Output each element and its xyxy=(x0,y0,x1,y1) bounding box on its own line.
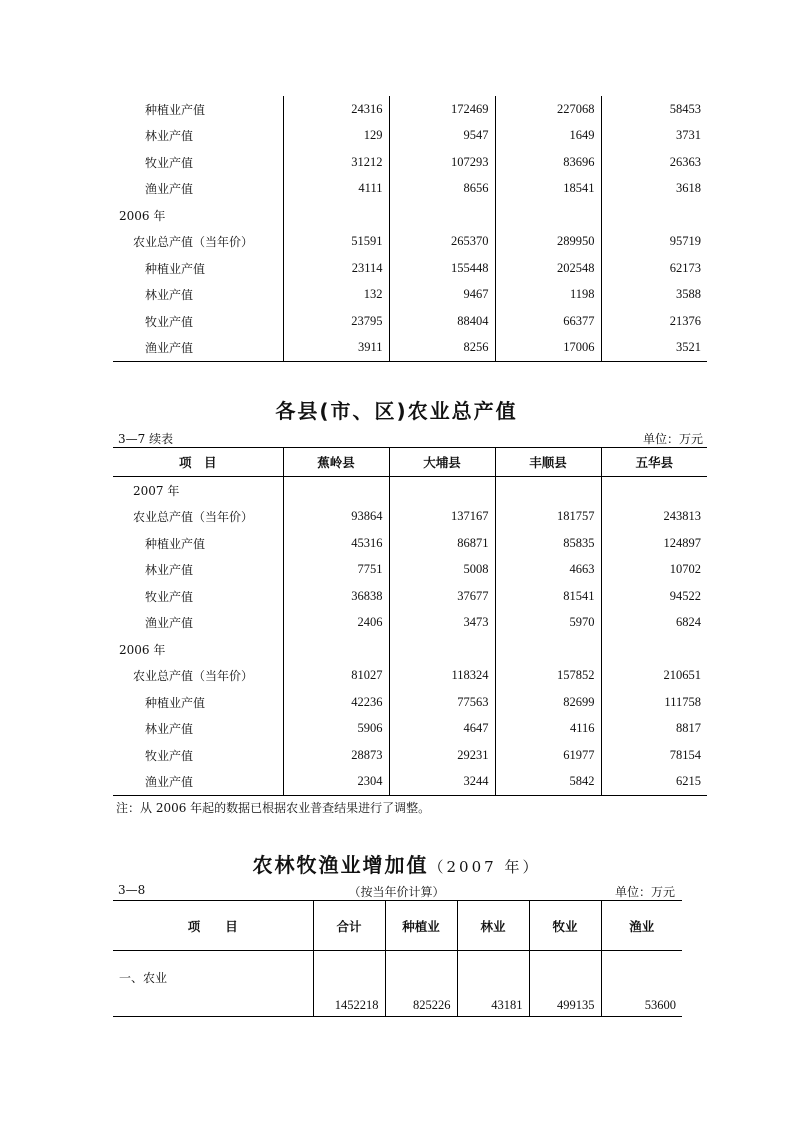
row-label: 林业产值 xyxy=(145,722,194,737)
cell-value: 42236 xyxy=(283,689,389,716)
cell-value: 3731 xyxy=(601,123,707,150)
row-label: 种植业产值 xyxy=(145,536,206,551)
row-label: 牧业产值 xyxy=(145,314,194,329)
table-row xyxy=(113,335,707,362)
table-3-7-note: 注：从 2006 年起的数据已根据农业普查结果进行了调整。 xyxy=(116,801,431,815)
cell-value: 21376 xyxy=(601,308,707,335)
cell-value: 3521 xyxy=(601,335,707,362)
cell-value: 94522 xyxy=(601,583,707,610)
cell-value: 7751 xyxy=(283,557,389,584)
row-label: 种植业产值 xyxy=(145,695,206,710)
header-item: 项 目 xyxy=(187,918,238,934)
cell-value: 24316 xyxy=(283,96,389,123)
table-row xyxy=(113,742,707,769)
row-label: 2006 年 xyxy=(119,208,166,223)
header-total: 合计 xyxy=(313,901,385,951)
header-livestock: 牧业 xyxy=(529,901,601,951)
table-3-8-header-row xyxy=(113,901,682,951)
table-row xyxy=(113,951,682,1017)
cell-value xyxy=(495,202,601,229)
table-3-7 xyxy=(113,447,707,796)
cell-value xyxy=(283,477,389,504)
cell-value: 825226 xyxy=(385,951,457,1017)
table-3-8-subtitle: （按当年价计算） xyxy=(348,885,445,899)
table-row xyxy=(113,229,707,256)
table-row xyxy=(113,557,707,584)
cell-value: 58453 xyxy=(601,96,707,123)
table-3-7-code: 3—7 续表 xyxy=(118,432,174,446)
table-row xyxy=(113,477,707,504)
cell-value: 202548 xyxy=(495,255,601,282)
cell-value: 9467 xyxy=(389,282,495,309)
header-dabu: 大埔县 xyxy=(389,448,495,477)
cell-value: 111758 xyxy=(601,689,707,716)
cell-value: 61977 xyxy=(495,742,601,769)
cell-value: 132 xyxy=(283,282,389,309)
cell-value: 8817 xyxy=(601,716,707,743)
cell-value: 23795 xyxy=(283,308,389,335)
row-label: 种植业产值 xyxy=(145,261,206,276)
cell-value xyxy=(283,636,389,663)
table-row xyxy=(113,149,707,176)
row-label: 农业总产值（当年价） xyxy=(133,510,254,525)
cell-value: 81027 xyxy=(283,663,389,690)
cell-value: 3618 xyxy=(601,176,707,203)
cell-value: 3473 xyxy=(389,610,495,637)
row-label: 农业总产值（当年价） xyxy=(133,235,254,250)
row-label: 牧业产值 xyxy=(145,748,194,763)
cell-value: 66377 xyxy=(495,308,601,335)
cell-value: 82699 xyxy=(495,689,601,716)
cell-value: 86871 xyxy=(389,530,495,557)
header-jiaoling: 蕉岭县 xyxy=(283,448,389,477)
cell-value: 181757 xyxy=(495,504,601,531)
row-label: 林业产值 xyxy=(145,129,194,144)
table-row xyxy=(113,583,707,610)
cell-value: 10702 xyxy=(601,557,707,584)
cell-value: 4111 xyxy=(283,176,389,203)
cell-value xyxy=(601,202,707,229)
table-3-8-unit: 单位：万元 xyxy=(614,885,675,899)
cell-value: 23114 xyxy=(283,255,389,282)
cell-value xyxy=(495,477,601,504)
cell-value: 5842 xyxy=(495,769,601,796)
cell-value: 36838 xyxy=(283,583,389,610)
cell-value: 77563 xyxy=(389,689,495,716)
header-crop: 种植业 xyxy=(385,901,457,951)
cell-value: 2304 xyxy=(283,769,389,796)
table-3-8-code: 3—8 xyxy=(118,883,146,897)
cell-value: 1649 xyxy=(495,123,601,150)
cell-value: 31212 xyxy=(283,149,389,176)
row-label: 种植业产值 xyxy=(145,102,206,117)
cell-value xyxy=(495,636,601,663)
cell-value: 1452218 xyxy=(313,951,385,1017)
header-fishery: 渔业 xyxy=(601,901,682,951)
cell-value: 243813 xyxy=(601,504,707,531)
table-row xyxy=(113,663,707,690)
cell-value: 227068 xyxy=(495,96,601,123)
cell-value: 289950 xyxy=(495,229,601,256)
row-label: 渔业产值 xyxy=(145,775,194,790)
cell-value: 95719 xyxy=(601,229,707,256)
row-label: 林业产值 xyxy=(145,563,194,578)
cell-value: 8656 xyxy=(389,176,495,203)
table-3-7-header-row xyxy=(113,448,707,477)
cell-value: 137167 xyxy=(389,504,495,531)
row-label: 2006 年 xyxy=(119,642,166,657)
cell-value: 83696 xyxy=(495,149,601,176)
header-forestry: 林业 xyxy=(457,901,529,951)
cell-value xyxy=(601,636,707,663)
cell-value: 1198 xyxy=(495,282,601,309)
cell-value: 3244 xyxy=(389,769,495,796)
cell-value: 129 xyxy=(283,123,389,150)
header-item: 项 目 xyxy=(178,455,217,470)
cell-value: 9547 xyxy=(389,123,495,150)
table-3-8-body xyxy=(113,951,682,1017)
table-row xyxy=(113,504,707,531)
cell-value: 78154 xyxy=(601,742,707,769)
table-row xyxy=(113,202,707,229)
row-label: 林业产值 xyxy=(145,288,194,303)
cell-value: 157852 xyxy=(495,663,601,690)
table-row xyxy=(113,176,707,203)
table-row xyxy=(113,689,707,716)
cell-value: 29231 xyxy=(389,742,495,769)
cell-value: 81541 xyxy=(495,583,601,610)
table-row xyxy=(113,769,707,796)
cell-value xyxy=(389,202,495,229)
table-3-7-title: 各县(市、区)农业总产值 xyxy=(275,399,518,423)
cell-value xyxy=(389,477,495,504)
cell-value: 4663 xyxy=(495,557,601,584)
table-3-7-body xyxy=(113,477,707,796)
row-label: 牧业产值 xyxy=(145,589,194,604)
cell-value: 155448 xyxy=(389,255,495,282)
cell-value: 172469 xyxy=(389,96,495,123)
cell-value: 8256 xyxy=(389,335,495,362)
table-row xyxy=(113,123,707,150)
cell-value: 26363 xyxy=(601,149,707,176)
table-3-8-title-main: 农林牧渔业增加值 xyxy=(252,853,429,877)
cell-value: 5906 xyxy=(283,716,389,743)
row-label: 渔业产值 xyxy=(145,182,194,197)
table-row xyxy=(113,716,707,743)
cell-value: 62173 xyxy=(601,255,707,282)
table-row xyxy=(113,636,707,663)
table-3-8 xyxy=(113,900,682,1017)
row-label: 牧业产值 xyxy=(145,155,194,170)
cell-value: 499135 xyxy=(529,951,601,1017)
previous-table-body xyxy=(113,96,707,362)
cell-value: 85835 xyxy=(495,530,601,557)
cell-value: 17006 xyxy=(495,335,601,362)
cell-value: 265370 xyxy=(389,229,495,256)
row-label: 渔业产值 xyxy=(145,616,194,631)
cell-value: 28873 xyxy=(283,742,389,769)
cell-value: 43181 xyxy=(457,951,529,1017)
table-row xyxy=(113,255,707,282)
row-label: 一、农业 xyxy=(119,971,168,985)
cell-value: 18541 xyxy=(495,176,601,203)
cell-value: 4647 xyxy=(389,716,495,743)
cell-value: 45316 xyxy=(283,530,389,557)
cell-value xyxy=(283,202,389,229)
table-3-8-title xyxy=(0,849,793,878)
cell-value: 3588 xyxy=(601,282,707,309)
cell-value: 51591 xyxy=(283,229,389,256)
cell-value: 118324 xyxy=(389,663,495,690)
cell-value: 6215 xyxy=(601,769,707,796)
table-3-8-title-year: （2007 年） xyxy=(428,858,541,876)
table-3-7-unit: 单位：万元 xyxy=(642,432,703,446)
row-label: 农业总产值（当年价） xyxy=(133,669,254,684)
cell-value xyxy=(601,477,707,504)
row-label: 2007 年 xyxy=(133,483,180,498)
cell-value xyxy=(389,636,495,663)
table-row xyxy=(113,530,707,557)
previous-table-continuation xyxy=(113,96,707,362)
cell-value: 3911 xyxy=(283,335,389,362)
cell-value: 2406 xyxy=(283,610,389,637)
table-row xyxy=(113,96,707,123)
cell-value: 6824 xyxy=(601,610,707,637)
table-row xyxy=(113,308,707,335)
header-wuhua: 五华县 xyxy=(601,448,707,477)
cell-value: 93864 xyxy=(283,504,389,531)
table-row xyxy=(113,282,707,309)
cell-value: 124897 xyxy=(601,530,707,557)
cell-value: 5008 xyxy=(389,557,495,584)
cell-value: 88404 xyxy=(389,308,495,335)
cell-value: 37677 xyxy=(389,583,495,610)
table-row xyxy=(113,610,707,637)
row-label: 渔业产值 xyxy=(145,341,194,356)
header-fengshun: 丰顺县 xyxy=(495,448,601,477)
cell-value: 107293 xyxy=(389,149,495,176)
cell-value: 210651 xyxy=(601,663,707,690)
cell-value: 4116 xyxy=(495,716,601,743)
cell-value: 5970 xyxy=(495,610,601,637)
cell-value: 53600 xyxy=(601,951,682,1017)
